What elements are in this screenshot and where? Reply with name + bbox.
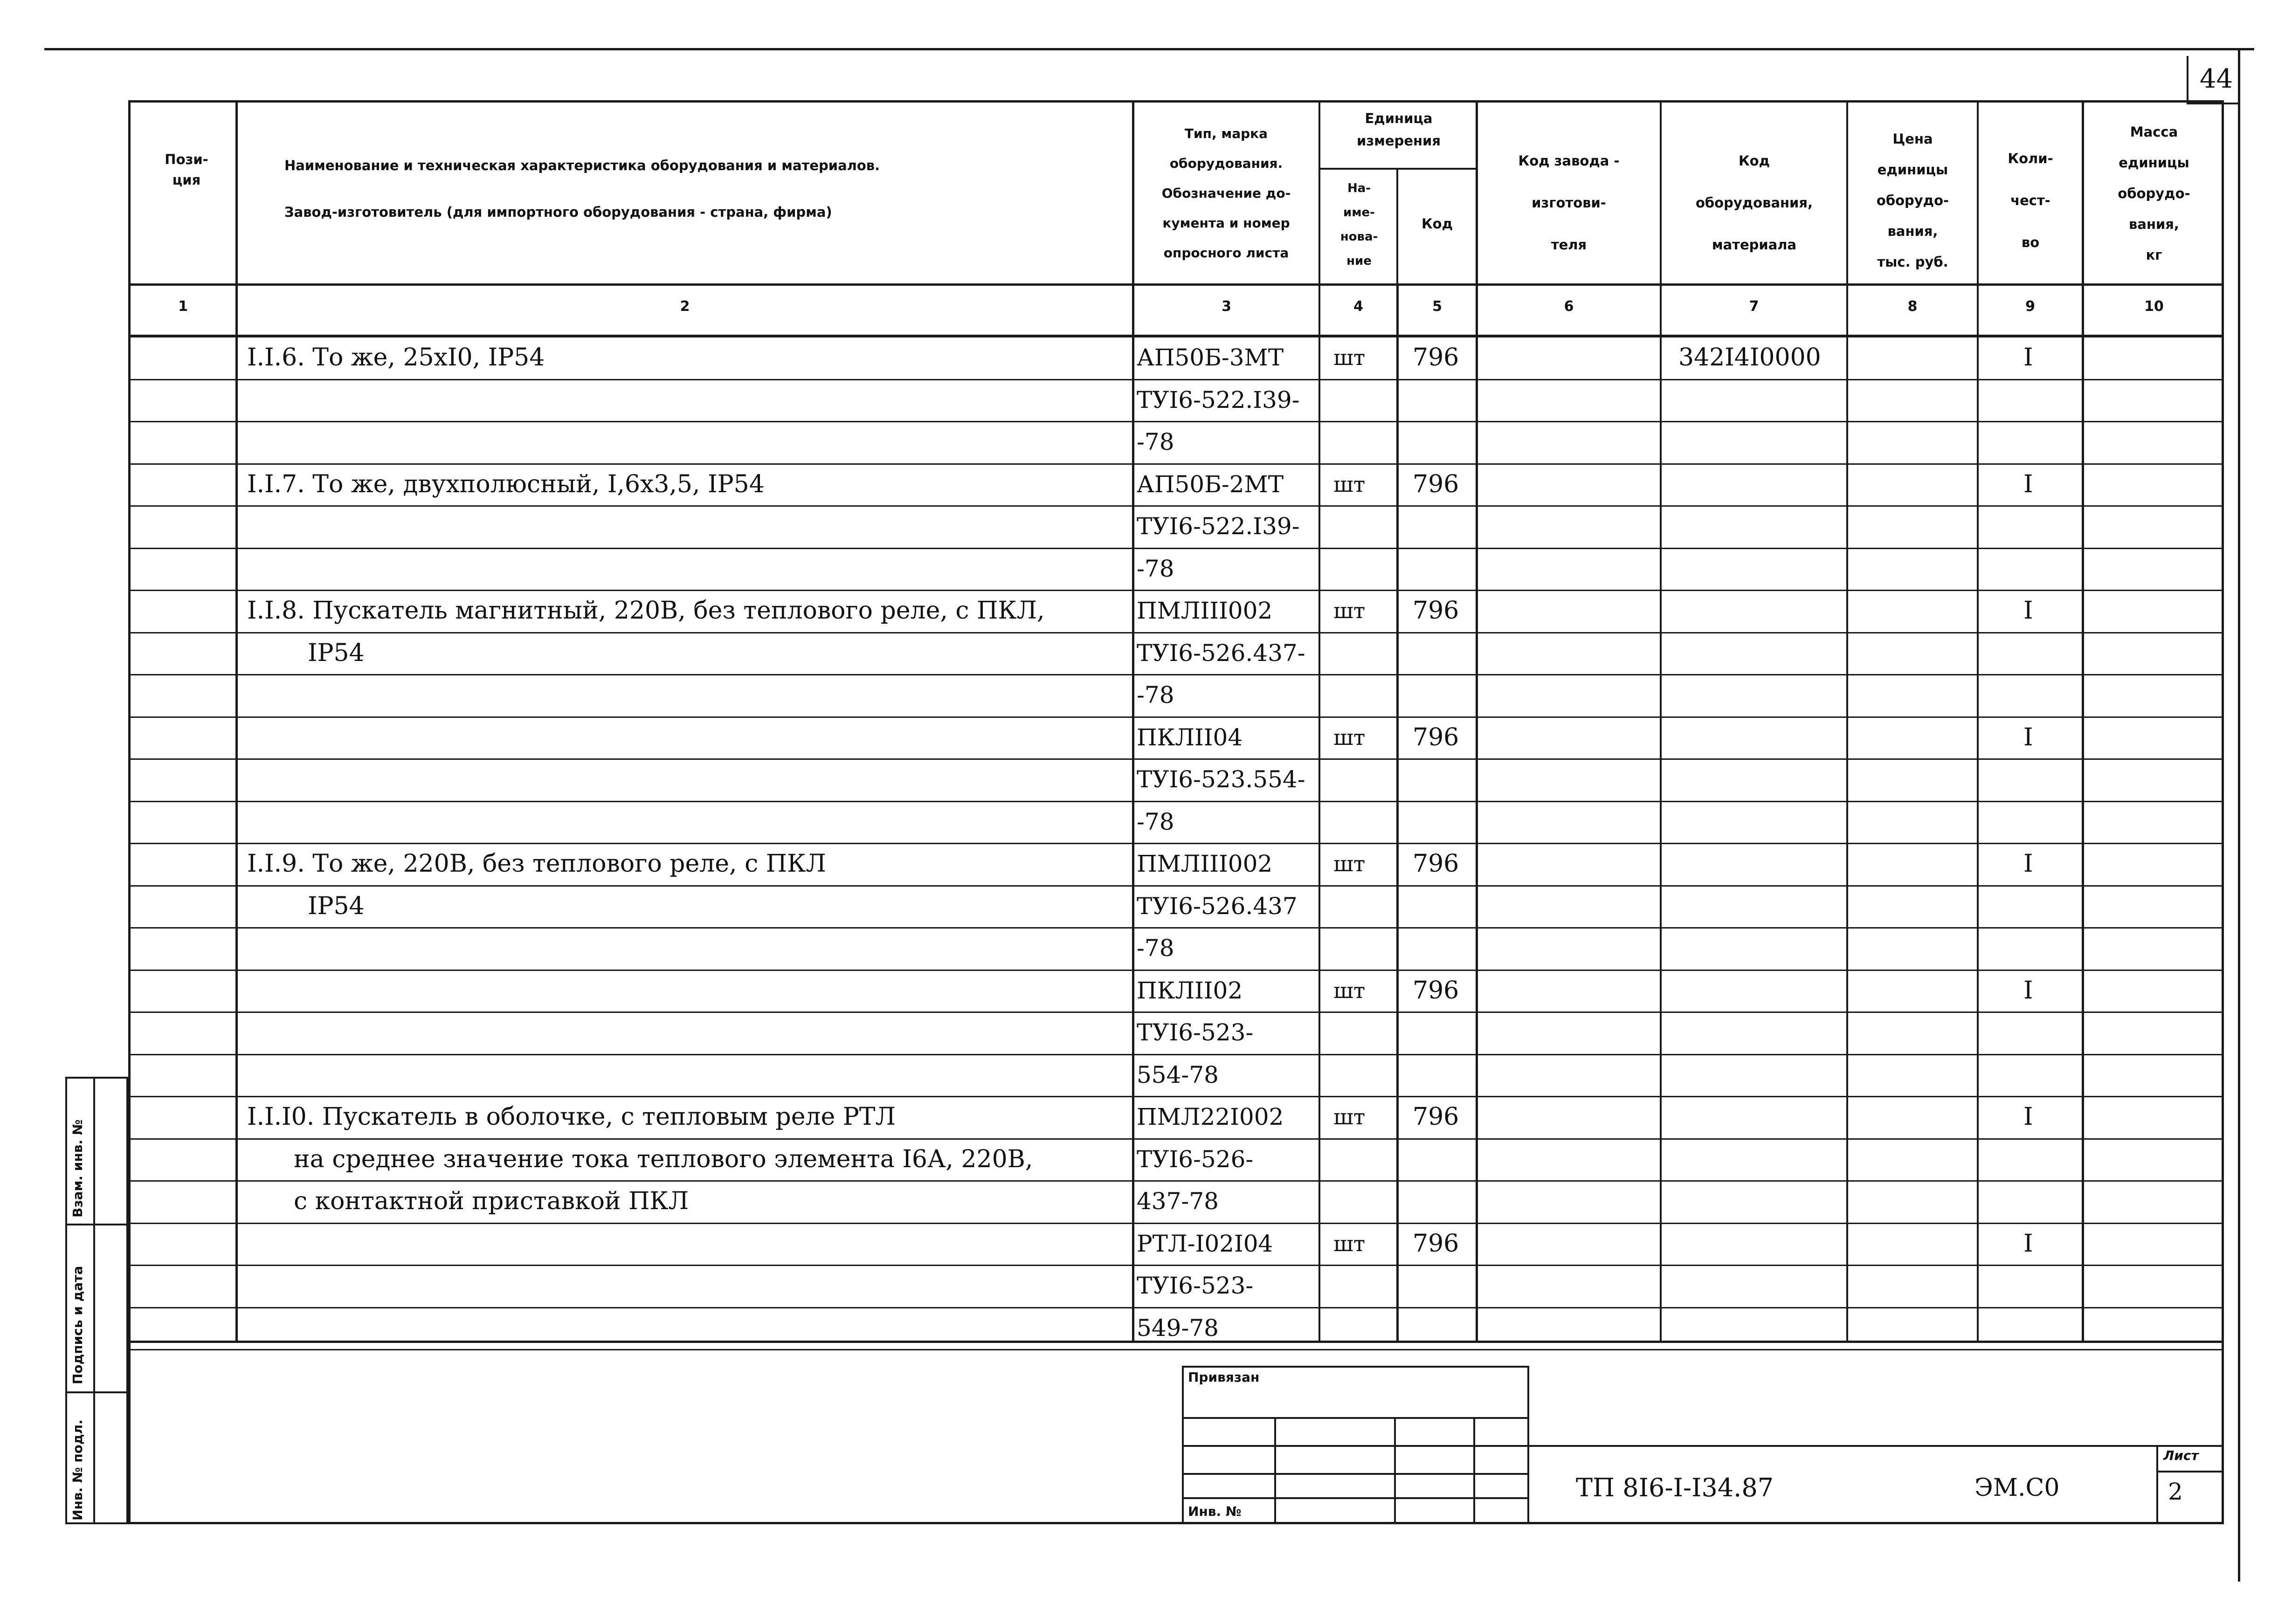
- header-type-line1: Тип, марка: [1184, 126, 1268, 141]
- row-name: I.I.8. Пускатель магнитный, 220В, без теплового реле, с ПКЛ,: [247, 597, 1045, 625]
- col-line-4b: [1396, 284, 1399, 1342]
- page-number: 44: [2200, 64, 2233, 94]
- row-line: [128, 758, 2224, 760]
- row-code: 796: [1413, 597, 1459, 625]
- row-line: [128, 885, 2224, 887]
- side-label-inv-podl: Инв. № подл.: [70, 1419, 85, 1521]
- header-position-line1: Пози-: [165, 151, 208, 167]
- colnum-6: 6: [1564, 298, 1574, 315]
- row-line: [128, 1012, 2224, 1013]
- header-unit-name-line3: нова-: [1340, 230, 1378, 244]
- row-equip-code: 342I4I0000: [1678, 344, 1821, 372]
- row-line: [128, 716, 2224, 718]
- colnum-4: 4: [1353, 298, 1363, 315]
- col-line-7: [1846, 100, 1848, 1342]
- header-mass-line4: вания,: [2129, 216, 2179, 232]
- row-qty: I: [2023, 723, 2033, 751]
- row-type: -78: [1137, 681, 1174, 709]
- top-border-line: [44, 48, 2254, 50]
- row-unit: шт: [1333, 472, 1366, 497]
- row-unit: шт: [1333, 345, 1366, 370]
- row-type: ПКЛII04: [1137, 724, 1243, 751]
- header-qty-line3: во: [2021, 234, 2040, 250]
- sheet-box-mid: [2156, 1471, 2224, 1473]
- row-line: [128, 1180, 2224, 1182]
- row-type: 554-78: [1137, 1061, 1219, 1088]
- header-type-line5: опросного листа: [1163, 245, 1289, 261]
- colnum-bottom-line: [128, 335, 2224, 337]
- unit-sub-line: [1319, 168, 1478, 170]
- stamp-line-b: [1182, 1445, 1529, 1447]
- stamp-vline-c: [1473, 1417, 1475, 1524]
- row-unit: шт: [1333, 1231, 1366, 1256]
- row-type: АП50Б-2МТ: [1137, 471, 1284, 498]
- row-type: ТУI6-526-: [1137, 1146, 1254, 1173]
- colnum-7: 7: [1749, 298, 1759, 315]
- header-mass: [2084, 117, 2224, 270]
- row-line: [128, 1138, 2224, 1140]
- header-unit-name: [1322, 176, 1396, 273]
- right-border-line: [2238, 48, 2240, 1582]
- header-plant-code-line2: изготови-: [1532, 195, 1606, 211]
- row-type: ПМЛIII002: [1137, 597, 1273, 624]
- row-qty: I: [2023, 597, 2033, 625]
- row-unit: шт: [1333, 598, 1366, 623]
- row-type: -78: [1137, 555, 1174, 582]
- header-unit-group-line2: измерения: [1357, 133, 1441, 149]
- stamp-line-c: [1182, 1473, 1529, 1475]
- inv-no-label: Инв. №: [1188, 1504, 1242, 1519]
- row-type: АП50Б-3МТ: [1137, 344, 1284, 371]
- header-unit-code: Код: [1421, 216, 1453, 232]
- row-line: [128, 1223, 2224, 1224]
- row-line: [128, 379, 2224, 380]
- header-plant-code: [1478, 140, 1660, 266]
- row-type: ТУI6-522.I39-: [1137, 386, 1300, 413]
- colnum-1: 1: [178, 298, 188, 315]
- doc-suffix: ЭМ.С0: [1974, 1474, 2060, 1502]
- header-mass-line3: оборудо-: [2118, 186, 2190, 201]
- header-price-line2: единицы: [1877, 162, 1948, 178]
- header-mass-line5: кг: [2146, 247, 2162, 263]
- header-unit-group-line1: Единица: [1365, 110, 1433, 126]
- row-type: ТУI6-526.437-: [1137, 640, 1305, 667]
- row-unit: шт: [1333, 1104, 1366, 1129]
- row-line: [128, 843, 2224, 844]
- header-position-line2: ция: [172, 172, 201, 188]
- row-qty: I: [2023, 977, 2033, 1005]
- col-line-2: [1132, 100, 1134, 1342]
- row-line: [128, 505, 2224, 507]
- row-type: ТУI6-523-: [1137, 1019, 1254, 1046]
- row-code: 796: [1413, 1230, 1459, 1258]
- row-qty: I: [2023, 1230, 2033, 1258]
- row-type: ТУI6-526.437: [1137, 893, 1298, 920]
- colnum-9: 9: [2025, 298, 2035, 315]
- row-line: [128, 632, 2224, 633]
- stamp-line-a: [1182, 1417, 1529, 1419]
- colnum-10: 10: [2144, 298, 2164, 315]
- colnum-2: 2: [680, 298, 690, 315]
- side-label-vzam: Взам. инв. №: [70, 1119, 85, 1218]
- col-line-3: [1319, 100, 1320, 1342]
- stamp-vline-a: [1274, 1417, 1276, 1524]
- row-line: [128, 1096, 2224, 1097]
- header-position: [140, 149, 233, 190]
- row-line: [128, 1265, 2224, 1266]
- row-name: I.I.9. То же, 220В, без теплового реле, с ПКЛ: [247, 850, 826, 878]
- col-line-8: [1977, 100, 1979, 1342]
- col-line-4: [1396, 168, 1398, 284]
- row-type: ТУI6-523-: [1137, 1272, 1254, 1299]
- col-line-9: [2082, 100, 2084, 1342]
- row-unit: шт: [1333, 978, 1366, 1003]
- stamp-vline-b: [1394, 1417, 1396, 1524]
- side-stamp-line-a: [65, 1224, 128, 1225]
- row-type: РТЛ-I02I04: [1137, 1230, 1273, 1257]
- row-name: I.I.7. То же, двухполюсный, I,6х3,5, IP54: [247, 470, 765, 498]
- row-line: [128, 674, 2224, 675]
- row-code: 796: [1413, 723, 1459, 751]
- row-unit: шт: [1333, 725, 1366, 750]
- row-name: на среднее значение тока теплового элемента I6А, 220В,: [294, 1145, 1033, 1173]
- header-equip-code-line2: оборудования,: [1695, 195, 1813, 211]
- row-name: IP54: [308, 639, 365, 667]
- stamp-doc-top-line: [1529, 1445, 2224, 1447]
- header-type-line4: кумента и номер: [1162, 215, 1290, 231]
- row-name: IP54: [308, 892, 365, 920]
- header-qty: [1979, 138, 2082, 263]
- row-type: ТУI6-523.554-: [1137, 766, 1305, 793]
- header-equip-code-line1: Код: [1738, 153, 1770, 169]
- header-price-line5: тыс. руб.: [1877, 254, 1948, 270]
- header-name-line2: Завод-изготовитель (для импортного оборудования - страна, фирма): [284, 204, 832, 220]
- colnum-8: 8: [1907, 298, 1918, 315]
- side-label-podpis: Подпись и дата: [70, 1266, 85, 1384]
- row-qty: I: [2023, 850, 2033, 878]
- row-name: I.I.6. То же, 25хI0, IP54: [247, 344, 545, 372]
- row-type: 437-78: [1137, 1188, 1219, 1215]
- header-unit-name-line1: На-: [1347, 181, 1371, 195]
- row-line: [128, 548, 2224, 549]
- header-type-line2: оборудования.: [1169, 156, 1283, 171]
- row-type: ТУI6-522.I39-: [1137, 513, 1300, 540]
- header-unit-name-line2: име-: [1343, 206, 1375, 220]
- header-equip-code: [1662, 140, 1846, 266]
- header-qty-line2: чест-: [2010, 193, 2050, 208]
- row-line: [128, 1349, 2224, 1350]
- sheet-box-left: [2156, 1445, 2158, 1524]
- header-plant-code-line3: теля: [1551, 237, 1587, 253]
- row-line: [128, 801, 2224, 802]
- header-plant-code-line1: Код завода -: [1518, 153, 1620, 169]
- header-bottom-line: [128, 283, 2224, 286]
- header-name-line1: Наименование и техническая характеристика оборудования и материалов.: [284, 158, 880, 173]
- colnum-3: 3: [1222, 298, 1231, 315]
- row-code: 796: [1413, 344, 1459, 372]
- header-price-line4: вания,: [1887, 223, 1938, 239]
- header-qty-line1: Коли-: [2008, 151, 2053, 166]
- header-price-line1: Цена: [1892, 131, 1933, 147]
- header-unit-name-line4: ние: [1346, 254, 1372, 268]
- col-line-5: [1476, 100, 1478, 1342]
- doc-code: ТП 8I6-I-I34.87: [1576, 1473, 1774, 1502]
- row-qty: I: [2023, 470, 2033, 498]
- stamp-line-d: [1182, 1497, 1529, 1499]
- row-line: [128, 590, 2224, 591]
- row-type: ПКЛII02: [1137, 977, 1243, 1004]
- row-type: ПМЛ22I002: [1137, 1103, 1284, 1130]
- side-stamp-divider: [93, 1077, 95, 1524]
- row-code: 796: [1413, 977, 1459, 1005]
- header-equip-code-line3: материала: [1712, 237, 1797, 253]
- header-price: [1849, 124, 1977, 277]
- privyazan-label: Привязан: [1188, 1369, 1260, 1385]
- row-name: I.I.I0. Пускатель в оболочке, с тепловым реле РТЛ: [247, 1103, 896, 1131]
- header-unit-group: [1322, 107, 1476, 152]
- row-type: 549-78: [1137, 1314, 1219, 1342]
- colnum-5: 5: [1432, 298, 1442, 315]
- row-type: -78: [1137, 808, 1174, 835]
- row-type: -78: [1137, 935, 1174, 962]
- header-price-line3: оборудо-: [1876, 193, 1949, 208]
- row-line: [128, 970, 2224, 971]
- row-code: 796: [1413, 850, 1459, 878]
- header-type: [1138, 119, 1315, 268]
- sheet-label: Лист: [2163, 1448, 2199, 1463]
- header-type-line3: Обозначение до-: [1161, 186, 1291, 201]
- row-qty: I: [2023, 344, 2033, 372]
- row-code: 796: [1413, 470, 1459, 498]
- row-line: [128, 421, 2224, 422]
- row-type: -78: [1137, 428, 1174, 455]
- row-unit: шт: [1333, 851, 1366, 876]
- row-line: [128, 927, 2224, 929]
- row-qty: I: [2023, 1103, 2033, 1131]
- side-stamp-line-b: [65, 1391, 128, 1393]
- col-line-6: [1660, 100, 1662, 1342]
- header-mass-line2: единицы: [2119, 155, 2189, 171]
- row-line: [128, 1307, 2224, 1308]
- sheet-number: 2: [2168, 1478, 2183, 1505]
- row-line: [128, 463, 2224, 465]
- header-mass-line1: Масса: [2130, 124, 2178, 140]
- row-line: [128, 1054, 2224, 1055]
- row-code: 796: [1413, 1103, 1459, 1131]
- row-type: ПМЛIII002: [1137, 850, 1273, 877]
- header-name: [284, 142, 1124, 235]
- row-name: с контактной приставкой ПКЛ: [294, 1187, 689, 1215]
- col-line-1: [235, 100, 238, 1342]
